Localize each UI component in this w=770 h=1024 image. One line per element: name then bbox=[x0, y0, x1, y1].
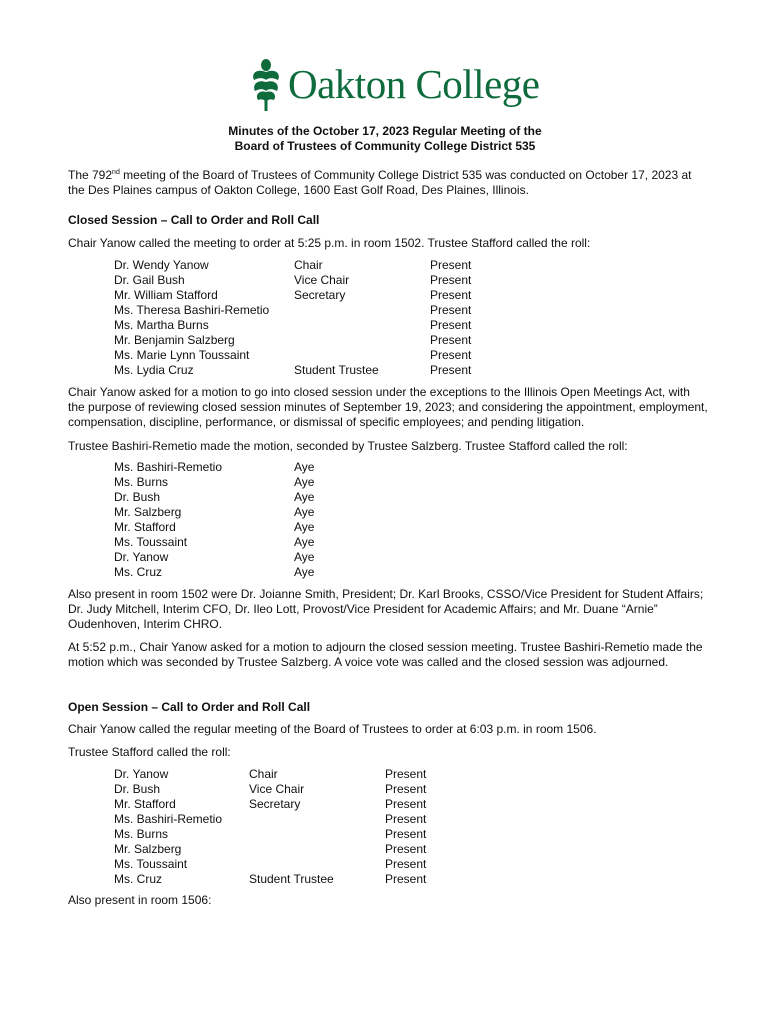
roll-role: Chair bbox=[294, 258, 323, 272]
document-title bbox=[0, 124, 770, 154]
title-line-2: Board of Trustees of Community College District 535 bbox=[234, 139, 536, 153]
roll-role: Secretary bbox=[294, 288, 346, 302]
roll-status: Present bbox=[430, 363, 472, 377]
intro-paragraph bbox=[68, 168, 708, 198]
roll-name: Ms. Burns bbox=[114, 827, 169, 841]
closed-session-heading: Closed Session – Call to Order and Roll Call bbox=[68, 213, 320, 227]
roll-role: Student Trustee bbox=[249, 872, 334, 886]
roll-status: Present bbox=[430, 288, 472, 302]
roll-status: Present bbox=[385, 812, 427, 826]
title-line-1: Minutes of the October 17, 2023 Regular Meeting of the bbox=[228, 124, 542, 138]
roll-name: Ms. Cruz bbox=[114, 872, 162, 886]
vote-value: Aye bbox=[294, 520, 315, 534]
closed-also-present: Also present in room 1502 were Dr. Joianne Smith, President; Dr. Karl Brooks, CSSO/Vice President for Student Affairs; Dr. Judy Mitchell, Interim CFO, Dr. Ileo Lott, Provost/Vice President for Academic Affairs; and Mr. Duane “Arnie” Oudenhoven, Interim CHRO. bbox=[68, 587, 704, 631]
roll-role: Vice Chair bbox=[294, 273, 350, 287]
roll-role: Vice Chair bbox=[249, 782, 305, 796]
roll-name: Dr. Wendy Yanow bbox=[114, 258, 209, 272]
roll-status: Present bbox=[385, 797, 427, 811]
vote-value: Aye bbox=[294, 460, 315, 474]
roll-status: Present bbox=[430, 258, 472, 272]
roll-name: Dr. Yanow bbox=[114, 767, 169, 781]
open-session-heading: Open Session – Call to Order and Roll Call bbox=[68, 700, 311, 714]
roll-status: Present bbox=[385, 872, 427, 886]
vote-name: Ms. Toussaint bbox=[114, 535, 188, 549]
intro-superscript: nd bbox=[112, 169, 120, 176]
intro-text-start: The 792 bbox=[68, 168, 113, 182]
intro-text-end: meeting of the Board of Trustees of Community College District 535 was conducted on October 17, 2023 at the Des Plaines campus of Oakton College, 1600 East Golf Road, Des Plaines, Illinois. bbox=[68, 168, 692, 197]
vote-name: Mr. Stafford bbox=[114, 520, 176, 534]
roll-name: Mr. William Stafford bbox=[114, 288, 218, 302]
vote-value: Aye bbox=[294, 550, 315, 564]
roll-name: Dr. Gail Bush bbox=[114, 273, 185, 287]
vote-value: Aye bbox=[294, 565, 315, 579]
roll-status: Present bbox=[385, 857, 427, 871]
roll-status: Present bbox=[385, 767, 427, 781]
open-roll-intro: Trustee Stafford called the roll: bbox=[68, 745, 231, 759]
roll-status: Present bbox=[430, 348, 472, 362]
roll-name: Mr. Stafford bbox=[114, 797, 176, 811]
roll-name: Ms. Toussaint bbox=[114, 857, 188, 871]
roll-status: Present bbox=[430, 333, 472, 347]
roll-name: Ms. Martha Burns bbox=[114, 318, 209, 332]
roll-name: Dr. Bush bbox=[114, 782, 161, 796]
vote-value: Aye bbox=[294, 490, 315, 504]
roll-status: Present bbox=[430, 273, 472, 287]
closed-session-motion: Chair Yanow asked for a motion to go into closed session under the exceptions to the Illinois Open Meetings Act, with the purpose of reviewing closed session minutes of September 19, 2023; and considering the appointment, employment, compensation, discipline, performance, or dismissal of specific employees; and pending litigation. bbox=[68, 385, 708, 429]
vote-value: Aye bbox=[294, 475, 315, 489]
open-call-to-order: Chair Yanow called the regular meeting of the Board of Trustees to order at 6:03 p.m. in room 1506. bbox=[68, 722, 597, 736]
closed-motion-second: Trustee Bashiri-Remetio made the motion, seconded by Trustee Salzberg. Trustee Stafford called the roll: bbox=[68, 439, 628, 453]
roll-name: Ms. Theresa Bashiri-Remetio bbox=[114, 303, 270, 317]
roll-name: Mr. Salzberg bbox=[114, 842, 182, 856]
roll-status: Present bbox=[385, 782, 427, 796]
roll-status: Present bbox=[430, 303, 472, 317]
roll-name: Ms. Bashiri-Remetio bbox=[114, 812, 223, 826]
vote-name: Dr. Bush bbox=[114, 490, 161, 504]
vote-name: Mr. Salzberg bbox=[114, 505, 182, 519]
open-also-present: Also present in room 1506: bbox=[68, 893, 212, 907]
vote-value: Aye bbox=[294, 535, 315, 549]
vote-name: Dr. Yanow bbox=[114, 550, 169, 564]
oakton-logo bbox=[248, 58, 540, 114]
roll-role: Chair bbox=[249, 767, 278, 781]
college-name: Oakton College bbox=[288, 61, 540, 107]
roll-status: Present bbox=[430, 318, 472, 332]
vote-name: Ms. Bashiri-Remetio bbox=[114, 460, 223, 474]
roll-status: Present bbox=[385, 842, 427, 856]
roll-status: Present bbox=[385, 827, 427, 841]
vote-value: Aye bbox=[294, 505, 315, 519]
closed-call-to-order: Chair Yanow called the meeting to order at 5:25 p.m. in room 1502. Trustee Stafford called the roll: bbox=[68, 236, 591, 250]
roll-name: Ms. Marie Lynn Toussaint bbox=[114, 348, 250, 362]
oak-leaf-icon bbox=[248, 58, 284, 112]
roll-role: Student Trustee bbox=[294, 363, 379, 377]
closed-adjournment: At 5:52 p.m., Chair Yanow asked for a motion to adjourn the closed session meeting. Trustee Bashiri-Remetio made the motion which was seconded by Trustee Salzberg. A voice vote was called and the closed session was adjourned. bbox=[68, 640, 703, 669]
vote-name: Ms. Cruz bbox=[114, 565, 162, 579]
roll-name: Mr. Benjamin Salzberg bbox=[114, 333, 235, 347]
roll-name: Ms. Lydia Cruz bbox=[114, 363, 194, 377]
vote-name: Ms. Burns bbox=[114, 475, 169, 489]
roll-role: Secretary bbox=[249, 797, 301, 811]
